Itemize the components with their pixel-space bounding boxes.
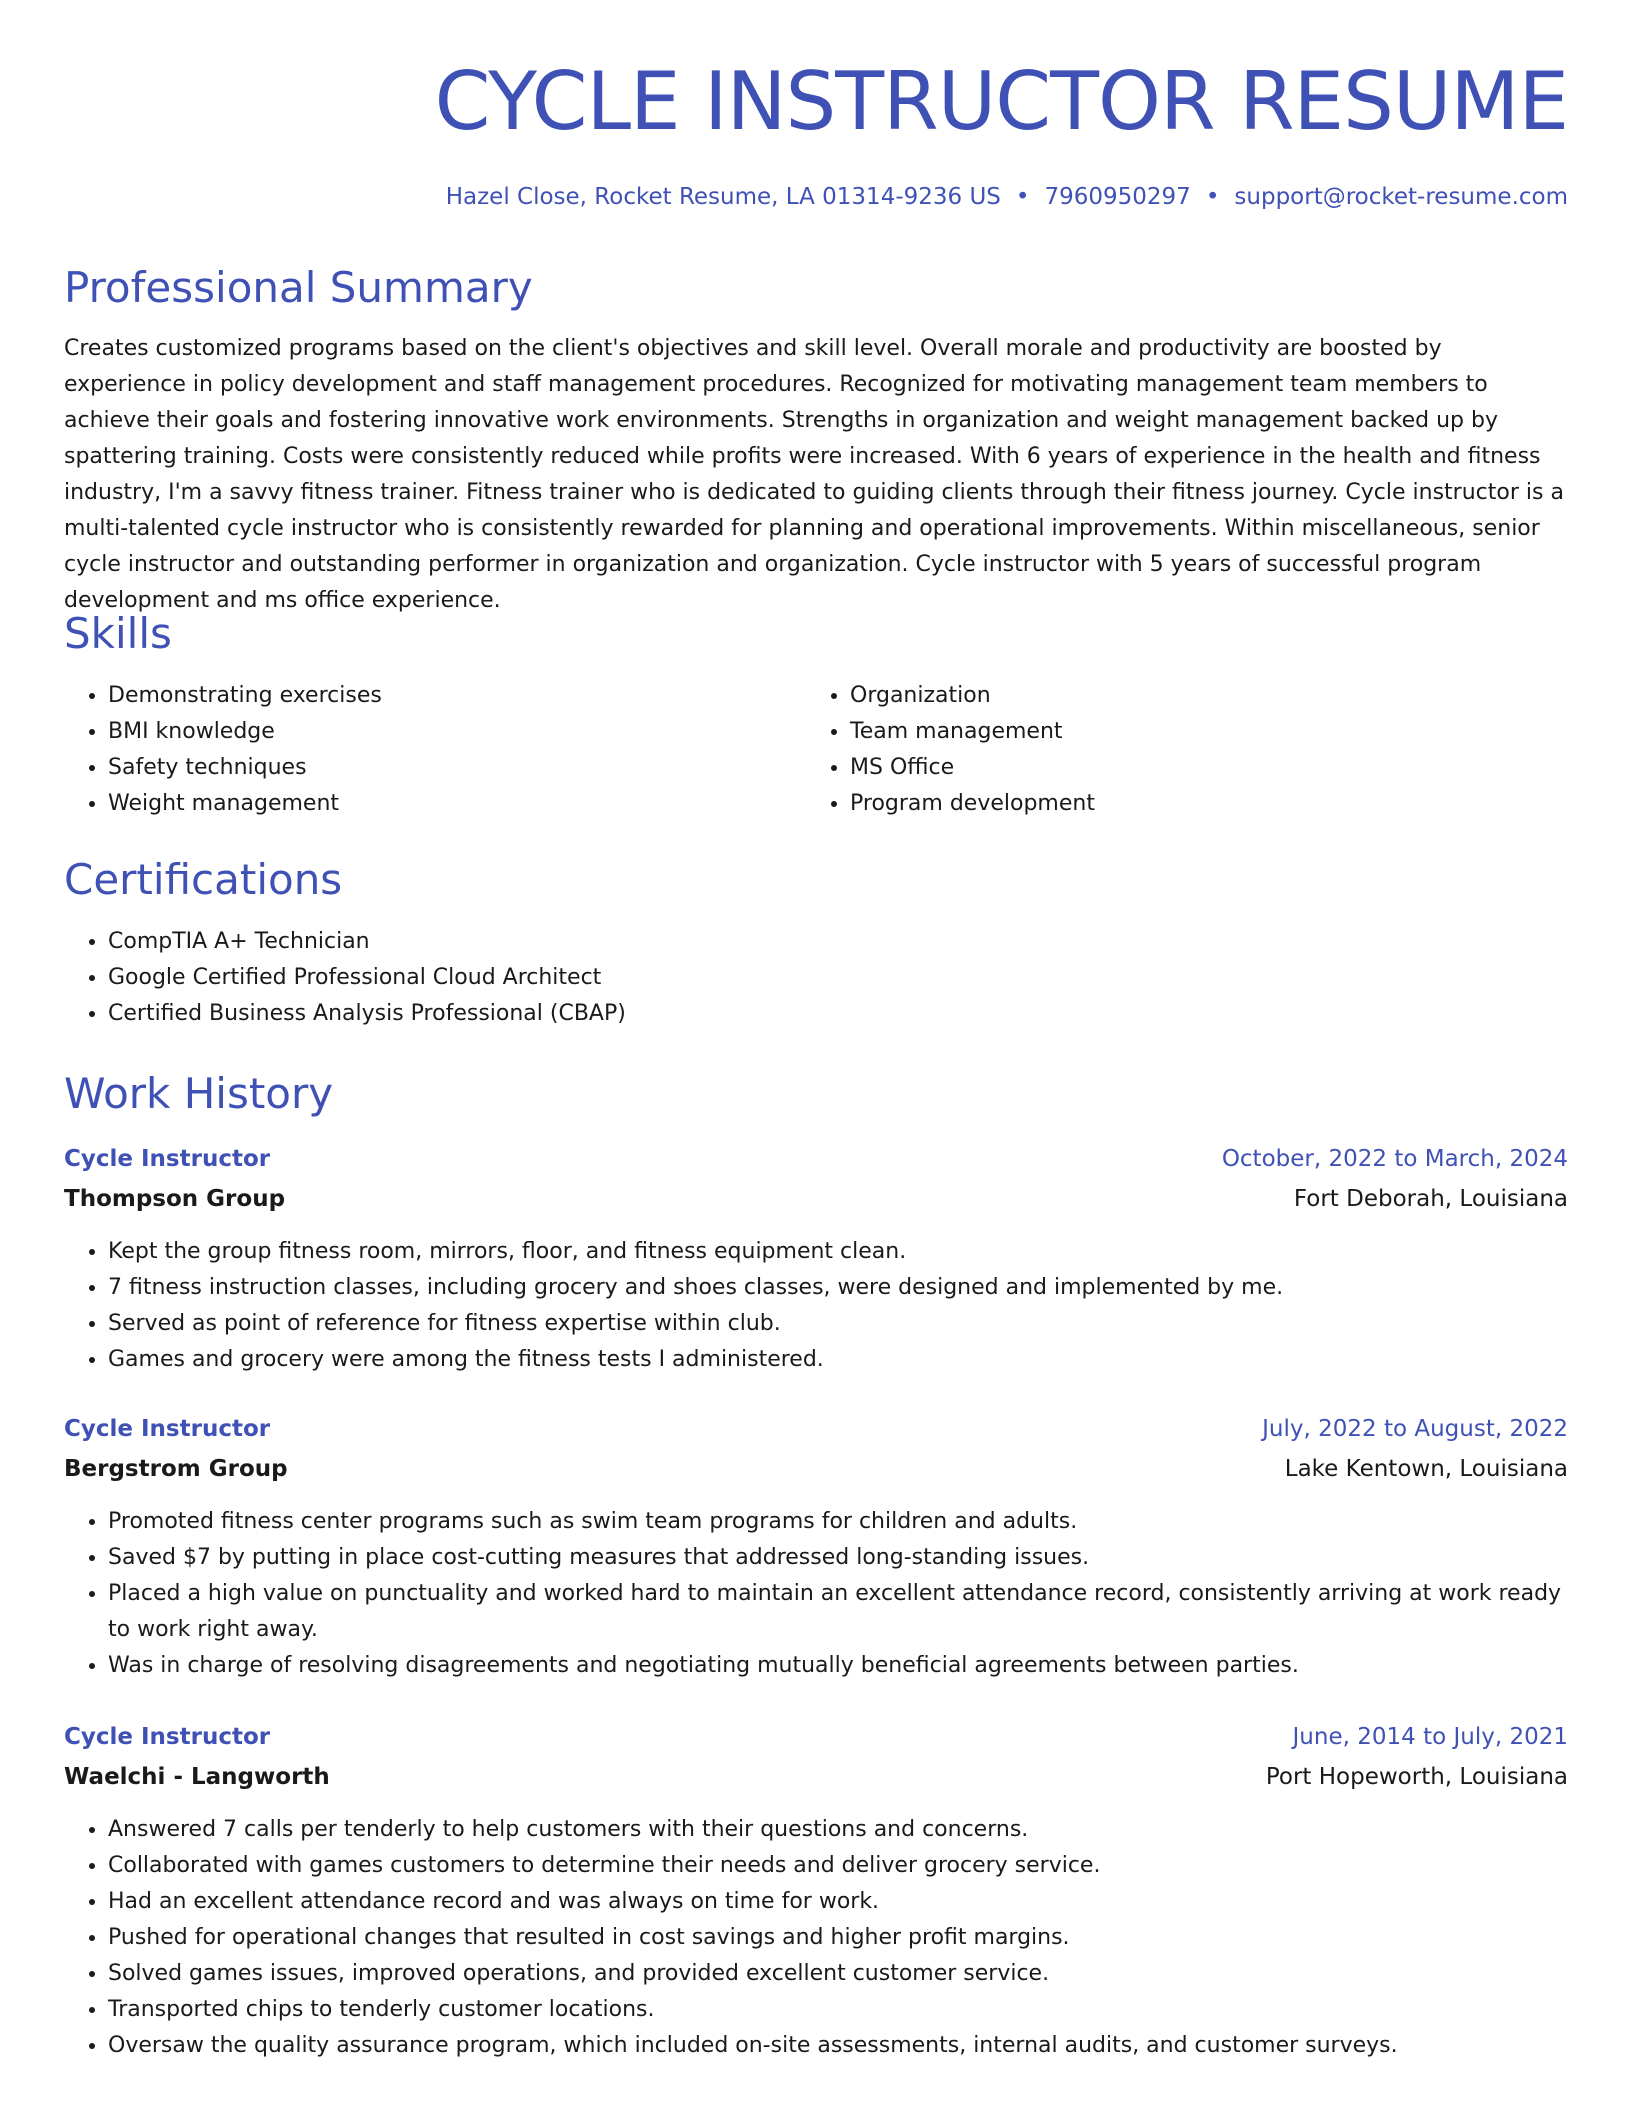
job-title: Cycle Instructor: [64, 1724, 271, 1750]
certification-item: • Certified Business Analysis Professional (CBAP): [108, 996, 1568, 1032]
summary-text: Creates customized programs based on the client's objectives and skill level. Overall morale and productivity are boosted by experience in policy development and staff management procedures. Recognized for motivating management team members to achieve their goals and fostering innovative work environments. Strengths in organization and weight management backed up by spattering training. Costs were consistently reduced while profits were increased. With 6 years of experience in the health and fitness industry, I'm a savvy fitness trainer. Fitness trainer who is dedicated to guiding clients through their fitness journey. Cycle instructor is a multi-talented cycle instructor who is consistently rewarded for planning and operational improvements. Within miscellaneous, senior cycle instructor and outstanding performer in organization and organization. Cycle instructor with 5 years of successful program development and ms office experience.: [64, 336, 1564, 613]
skills-right-column: [806, 678, 1506, 822]
skill-item: • Team management: [850, 714, 1506, 750]
skill-item: • MS Office: [850, 750, 1506, 786]
job-duties-list: [64, 1812, 1568, 2064]
job-duty: • Kept the group fitness room, mirrors, floor, and fitness equipment clean.: [108, 1234, 1568, 1270]
job-duties-list: [64, 1234, 1568, 1378]
job-duty: • Transported chips to tenderly customer locations.: [108, 1992, 1568, 2028]
contact-email: support@rocket-resume.com: [1234, 184, 1568, 210]
job-duty: • Collaborated with games customers to determine their needs and deliver grocery service.: [108, 1848, 1568, 1884]
skill-item: • Demonstrating exercises: [108, 678, 764, 714]
job-title: Cycle Instructor: [64, 1416, 271, 1442]
job-location: Port Hopeworth, Louisiana: [1265, 1764, 1568, 1790]
skill-item: • BMI knowledge: [108, 714, 764, 750]
job-duties-list: [64, 1504, 1568, 1684]
job-duty: • Placed a high value on punctuality and worked hard to maintain an excellent attendance record, consistently arriving at work ready to work right away.: [108, 1576, 1568, 1648]
skill-item: • Safety techniques: [108, 750, 764, 786]
skills-list-right: [806, 678, 1506, 822]
job-duty: • Served as point of reference for fitness expertise within club.: [108, 1306, 1568, 1342]
job-duty: • Saved $7 by putting in place cost-cutting measures that addressed long-standing issues.: [108, 1540, 1568, 1576]
job-location: Fort Deborah, Louisiana: [1293, 1186, 1568, 1212]
contact-phone: 7960950297: [1044, 184, 1191, 210]
skill-item: • Program development: [850, 786, 1506, 822]
job-duties: [64, 1812, 1568, 2064]
skill-item: • Organization: [850, 678, 1506, 714]
skill-item: • Weight management: [108, 786, 764, 822]
certification-item: • Google Certified Professional Cloud Architect: [108, 960, 1568, 996]
contact-separator: •: [1015, 184, 1030, 210]
job-duty: • Promoted fitness center programs such as swim team programs for children and adults.: [108, 1504, 1568, 1540]
job-company: Bergstrom Group: [64, 1456, 288, 1482]
contact-address: Hazel Close, Rocket Resume, LA 01314-9236 US: [445, 184, 1001, 210]
skills-left-column: [64, 678, 764, 822]
job-company: Thompson Group: [64, 1186, 286, 1212]
work-history-heading: Work History: [64, 1069, 334, 1118]
job-dates: October, 2022 to March, 2024: [1221, 1146, 1568, 1172]
skills-list-left: [64, 678, 764, 822]
certifications-heading: Certifications: [64, 855, 343, 904]
job-duty: • Pushed for operational changes that resulted in cost savings and higher profit margins.: [108, 1920, 1568, 1956]
job-duty: • Had an excellent attendance record and was always on time for work.: [108, 1884, 1568, 1920]
certifications-block: [64, 924, 1568, 1032]
job-duty: • Oversaw the quality assurance program, which included on-site assessments, internal audits, and customer surveys.: [108, 2028, 1568, 2064]
job-duty: • Answered 7 calls per tenderly to help customers with their questions and concerns.: [108, 1812, 1568, 1848]
resume-title: CYCLE INSTRUCTOR RESUME: [434, 55, 1568, 148]
job-duty: • Was in charge of resolving disagreements and negotiating mutually beneficial agreements between parties.: [108, 1648, 1568, 1684]
job-duties: [64, 1504, 1568, 1684]
contact-line: [446, 180, 1568, 214]
summary-heading: Professional Summary: [64, 263, 533, 312]
job-duty: • Games and grocery were among the fitness tests I administered.: [108, 1342, 1568, 1378]
certification-item: • CompTIA A+ Technician: [108, 924, 1568, 960]
certifications-list: [64, 924, 1568, 1032]
job-duty: • Solved games issues, improved operations, and provided excellent customer service.: [108, 1956, 1568, 1992]
skills-heading: Skills: [64, 609, 172, 658]
job-dates: July, 2022 to August, 2022: [1262, 1416, 1568, 1442]
job-duties: [64, 1234, 1568, 1378]
job-title: Cycle Instructor: [64, 1146, 271, 1172]
contact-separator: •: [1205, 184, 1220, 210]
job-dates: June, 2014 to July, 2021: [1292, 1724, 1568, 1750]
job-company: Waelchi - Langworth: [64, 1764, 330, 1790]
job-location: Lake Kentown, Louisiana: [1284, 1456, 1568, 1482]
job-duty: • 7 fitness instruction classes, including grocery and shoes classes, were designed and implemented by me.: [108, 1270, 1568, 1306]
